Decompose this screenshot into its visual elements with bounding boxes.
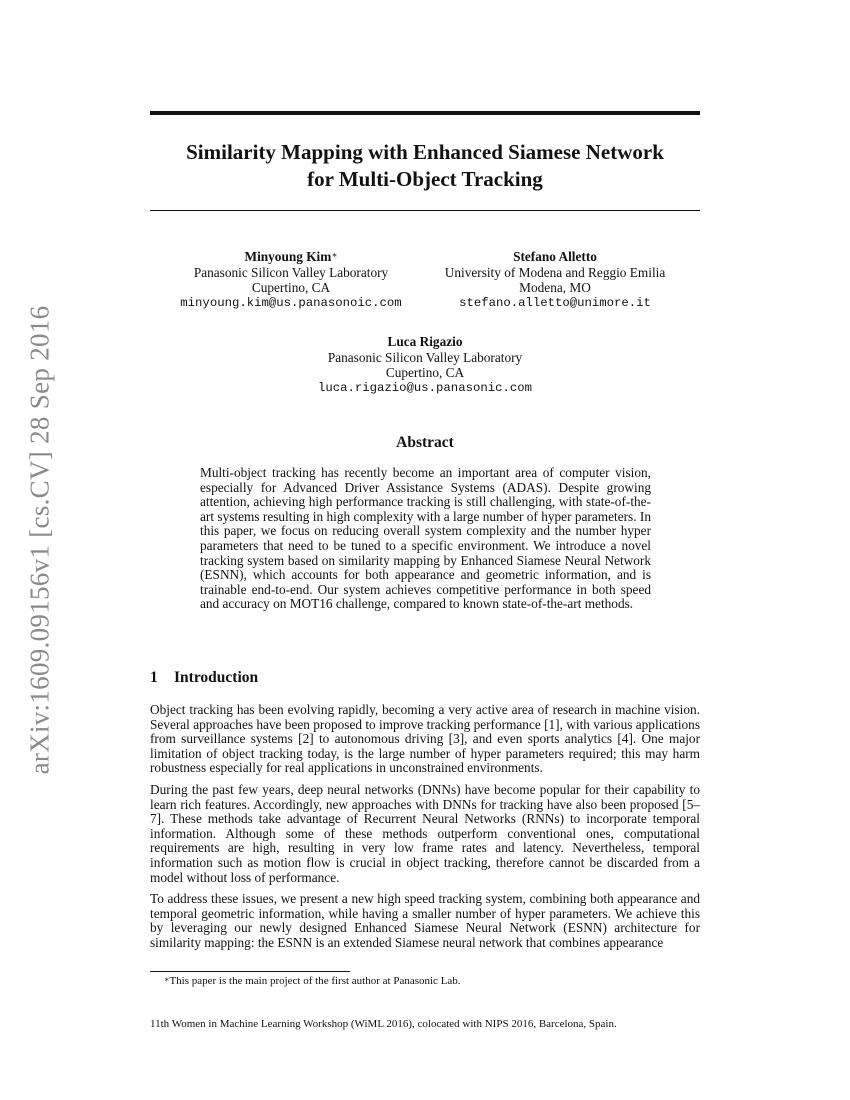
author-affiliation: University of Modena and Reggio Emilia <box>444 264 666 280</box>
introduction-body <box>150 703 700 958</box>
arxiv-identifier-stamp: arXiv:1609.09156v1 [cs.CV] 28 Sep 2016 <box>24 305 55 775</box>
footnote-marker: ∗ <box>164 975 170 984</box>
paper-title <box>150 139 700 193</box>
footnote-rule <box>150 971 350 972</box>
title-bottom-rule <box>150 210 700 211</box>
author-email[interactable]: minyoung.kim@us.panasonoic.com <box>180 295 402 310</box>
intro-paragraph-1: Object tracking has been evolving rapidly, becoming a very active area of research in machine vision. Several approaches have been proposed to improve tracking performance [1], with various applications from surveillance systems [2] to autonomous driving [3], and even sports analytics [4]. One major limitation of object tracking today, is the large number of hyper parameters required; this may harm robustness especially for real applications in unconstrained environments. <box>150 702 700 776</box>
section-number: 1 <box>150 669 158 686</box>
author-location: Cupertino, CA <box>385 365 465 381</box>
author-email[interactable]: luca.rigazio@us.panasonic.com <box>317 380 532 395</box>
author-block-rigazio <box>300 334 550 396</box>
author-name: Stefano Alletto <box>513 249 597 264</box>
author-block-kim <box>170 249 412 311</box>
paper-title-line-2: for Multi-Object Tracking <box>307 167 543 191</box>
title-top-rule <box>150 111 700 115</box>
author-email[interactable]: stefano.alletto@unimore.it <box>459 295 651 310</box>
intro-paragraph-3: To address these issues, we present a new high speed tracking system, combining both appearance and temporal geometric information, while having a smaller number of hyper parameters. We achieve this by leveraging our newly designed Enhanced Siamese Neural Network (ESNN) architecture for similarity mapping: the ESNN is an extended Siamese neural network that combines appearance <box>150 891 700 950</box>
paper-title-line-1: Similarity Mapping with Enhanced Siamese Network <box>186 140 664 164</box>
footnote-text: This paper is the main project of the first author at Panasonic Lab. <box>169 975 461 987</box>
author-affiliation: Panasonic Silicon Valley Laboratory <box>327 349 523 365</box>
author-name: Luca Rigazio <box>387 334 463 349</box>
footnote <box>164 975 684 988</box>
section-heading-introduction <box>150 669 258 687</box>
footnote-marker: ∗ <box>331 250 338 260</box>
author-location: Modena, MO <box>519 280 591 296</box>
abstract-text: Multi-object tracking has recently become an important area of computer vision, especially for Advanced Driver Assistance Systems (ADAS). Despite growing attention, achieving high performance tracking is still challenging, with state-of-the-art systems resulting in high complexity with a large number of hyper parameters. In this paper, we focus on reducing overall system complexity and the number hyper parameters that need to be tuned to a specific environment. We introduce a novel tracking system based on similarity mapping by Enhanced Siamese Neural Network (ESNN), which accounts for both appearance and geometric information, and is trainable end-to-end. Our system achieves competitive performance in both speed and accuracy on MOT16 challenge, compared to known state-of-the-art methods. <box>200 465 651 612</box>
venue-line: 11th Women in Machine Learning Workshop (WiML 2016), colocated with NIPS 2016, Barcelona, Spain. <box>150 1018 617 1030</box>
intro-paragraph-2: During the past few years, deep neural networks (DNNs) have become popular for their capability to learn rich features. Accordingly, new approaches with DNNs for tracking have also been proposed [5–7]. These methods take advantage of Recurrent Neural Networks (RNNs) to incorporate temporal information. Although some of these methods outperform conventional ones, computational requirements are high, resulting in very low frame rates and latency. Nevertheless, temporal information such as motion flow is crucial in object tracking, therefore cannot be discarded from a model without loss of performance. <box>150 781 700 885</box>
author-affiliation: Panasonic Silicon Valley Laboratory <box>193 264 389 280</box>
author-name: Minyoung Kim∗ <box>244 249 338 264</box>
author-location: Cupertino, CA <box>251 280 331 296</box>
section-title: Introduction <box>174 669 259 686</box>
abstract-heading: Abstract <box>396 434 454 451</box>
author-block-alletto <box>420 249 690 311</box>
